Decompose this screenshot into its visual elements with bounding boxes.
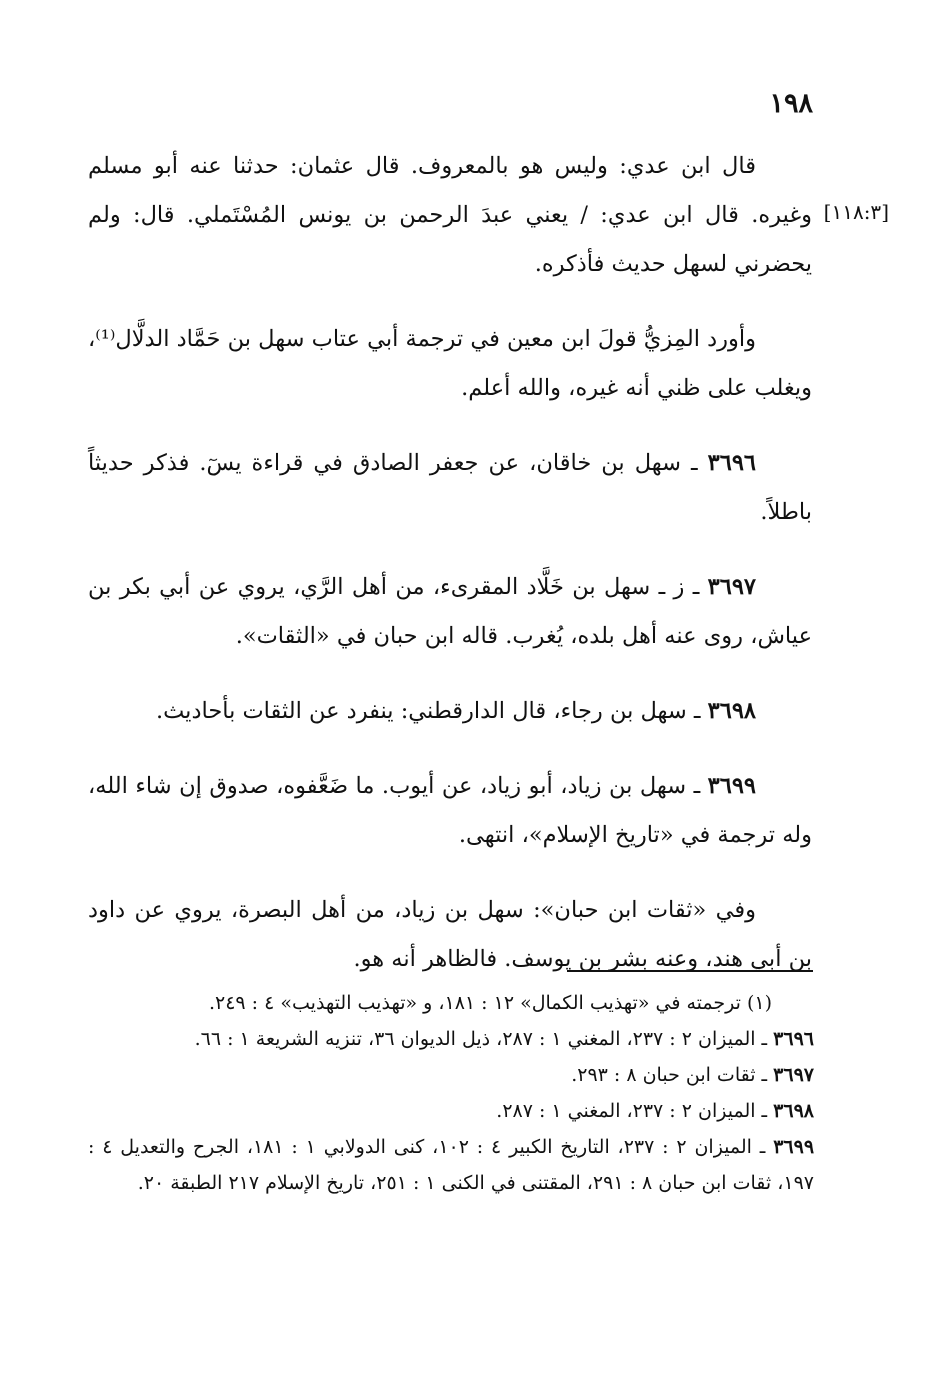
source-text: ـ الميزان ٢ : ٢٣٧، التاريخ الكبير ٤ : ١٠٢، كنى الدولابي ١ : ١٨١، الجرح والتعديل ٤ : ١٩٧، ثقات ابن حبان ٨ : ٢٩١، المقتنى في الكنى ١ : ٢٥١، تاريخ الإسلام ٢١٧ الطبقة ٢٠. xyxy=(88,1136,814,1194)
entry-text: ـ سهل بن خاقان، عن جعفر الصادق في قراءة يسٓ. فذكر حديثاً باطلاً. xyxy=(88,450,812,525)
footnote-1 xyxy=(88,985,814,1021)
paragraph-ibn-hibban: وفي «ثقات ابن حبان»: سهل بن زياد، من أهل البصرة، يروي عن داود بن أبي هند، وعنه بشر بن يوسف. فالظاهر أنه هو. xyxy=(88,897,812,972)
source-number: ٣٦٩٨ xyxy=(773,1100,814,1122)
paragraph-ibn-adi: قال ابن عدي: وليس هو بالمعروف. قال عثمان: حدثنا عنه أبو مسلم وغيره. قال ابن عدي: / يعني عبدَ الرحمن بن يونس المُسْتَملي. قال: ولم يحضرني لسهل حديث فأذكره. xyxy=(88,153,812,277)
footnote-divider xyxy=(567,970,813,972)
source-number: ٣٦٩٩ xyxy=(773,1136,815,1158)
entry-number: ٣٦٩٧ xyxy=(707,574,756,600)
source-note-3698 xyxy=(88,1093,814,1129)
entry-number: ٣٦٩٨ xyxy=(707,698,756,724)
main-text xyxy=(88,142,812,1010)
volume-page-reference: [١١٨:٣] xyxy=(823,200,889,224)
source-note-3697 xyxy=(88,1057,814,1093)
entry-3697 xyxy=(88,563,812,661)
source-text: ـ الميزان ٢ : ٢٣٧، المغني ١ : ٢٨٧. xyxy=(496,1100,768,1122)
source-note-3696 xyxy=(88,1021,814,1057)
footnote-text: ترجمته في «تهذيب الكمال» ١٢ : ١٨١، و «تهذيب التهذيب» ٤ : ٢٤٩. xyxy=(208,992,741,1014)
source-note-3699 xyxy=(88,1129,814,1201)
entry-number: ٣٦٩٦ xyxy=(707,450,757,476)
footnote-marker: (١) xyxy=(746,992,772,1014)
source-number: ٣٦٩٧ xyxy=(773,1064,814,1086)
entry-text: ـ سهل بن زياد، أبو زياد، عن أيوب. ما ضَعَّفوه، صدوق إن شاء الله، وله ترجمة في «تاريخ الإسلام»، انتهى. xyxy=(88,773,812,848)
page-number: ١٩٨ xyxy=(769,88,813,119)
source-text: ـ ثقات ابن حبان ٨ : ٢٩٣. xyxy=(571,1064,768,1086)
entry-3699 xyxy=(88,762,812,860)
paragraph-mizzi: وأورد المِزيُّ قولَ ابن معين في ترجمة أبي عتاب سهل بن حَمَّاد الدلَّال⁽¹⁾، ويغلب على ظني أنه غيره، والله أعلم. xyxy=(88,326,812,401)
entry-number: ٣٦٩٩ xyxy=(707,773,756,799)
entry-text: ـ سهل بن رجاء، قال الدارقطني: ينفرد عن الثقات بأحاديث. xyxy=(155,698,701,724)
footnotes xyxy=(88,985,814,1201)
entry-3696 xyxy=(88,439,812,537)
entry-text: ـ ز ـ سهل بن خَلَّاد المقرىء، من أهل الرَّي، يروي عن أبي بكر بن عياش، روى عنه أهل بلده، يُغرب. قاله ابن حبان في «الثقات». xyxy=(88,574,812,649)
source-text: ـ الميزان ٢ : ٢٣٧، المغني ١ : ٢٨٧، ذيل الديوان ٣٦، تنزيه الشريعة ١ : ٦٦. xyxy=(194,1028,768,1050)
entry-3698 xyxy=(88,687,812,736)
source-number: ٣٦٩٦ xyxy=(773,1028,814,1050)
